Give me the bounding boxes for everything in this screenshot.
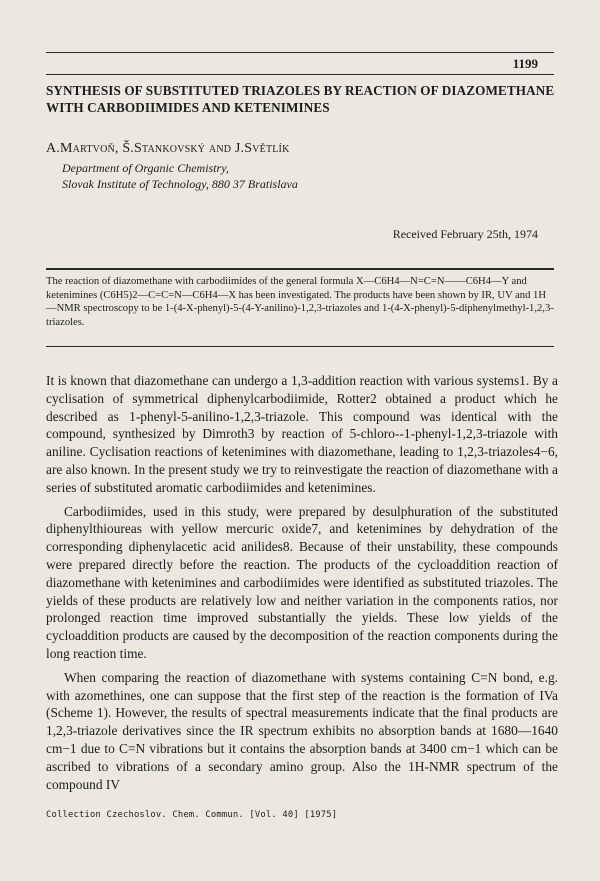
affiliation-department: Department of Organic Chemistry, (62, 161, 229, 175)
paragraph: Carbodiimides, used in this study, were prepared by desulphuration of the substituted diphenylthioureas with yellow mercuric oxide7, and ketenimines by dehydration of the corresponding diphenylacetic acid anilides8. Because of their unstability, these compounds were prepared directly before the reaction. The products of the cycloaddition reaction of diazomethane with ketenimines and carbodiimides were identified as substituted triazoles. The yields of these products are relatively low and neither variation in the components ratios, nor prolonged reaction time improved substantially the yields. These low yields of the cycloaddition products are caused by the decomposition of the reaction components during the long reaction time. (46, 503, 558, 661)
abstract-top-rule (46, 268, 554, 270)
header-rule (46, 52, 554, 53)
header-rule-lower (46, 74, 554, 75)
body-text (46, 372, 558, 799)
journal-footer: Collection Czechoslov. Chem. Commun. [Vol. 40] [1975] (46, 810, 338, 820)
paragraph: When comparing the reaction of diazomethane with systems containing C=N bond, e.g. with azomethines, one can suppose that the first step of the reaction is the formation of IVa (Scheme 1). However, the results of spectral measurements indicate that the final products are 1,2,3-triazole derivatives since the IR spectrum exhibits no absorption bands at 1680—1640 cm−1 due to C=N vibrations but it contains the absorption bands at 3400 cm−1 which can be ascribed to vibrations of a secondary amino group. Also the 1H-NMR spectrum of the compound IV (46, 669, 558, 792)
authors: A.Martvoň, Š.Stankovský and J.Světlík (46, 141, 290, 156)
received-date: Received February 25th, 1974 (392, 227, 538, 241)
page-number: 1199 (512, 56, 538, 71)
abstract: The reaction of diazomethane with carbodiimides of the general formula X—C6H4—N=C=N——C6H4—Y and ketenimines (C6H5)2—C=C=N—C6H4—X has been investigated. The products have been shown by IR, UV and 1H—NMR spectroscopy to be 1-(4-X-phenyl)-5-(4-Y-anilino)-1,2,3-triazoles and 1-(4-X-phenyl)-5-diphenylmethyl-1,2,3-triazoles. (46, 276, 554, 329)
affiliation-institute: Slovak Institute of Technology, 880 37 Bratislava (62, 177, 298, 191)
paragraph: It is known that diazomethane can undergo a 1,3-addition reaction with various systems1. By a cyclisation of symmetrical diphenylcarbodiimide, Rotter2 obtained a product which he described as 1-phenyl-5-anilino-1,2,3-triazole. This compound was identical with the compound, synthesized by Dimroth3 by reaction of 5-chloro--1-phenyl-1,2,3-triazole with aniline. Cyclisation reactions of ketenimines with diazomethane, leading to 1,2,3-triazoles4−6, are also known. In the present study we try to reinvestigate the reaction of diazomethane with a series of substituted aromatic carbodiimides and ketenimines. (46, 373, 558, 495)
article-title: SYNTHESIS OF SUBSTITUTED TRIAZOLES BY REACTION OF DIAZOMETHANE WITH CARBODIIMIDES AND KETENIMINES (46, 83, 555, 115)
abstract-bottom-rule (46, 346, 554, 347)
